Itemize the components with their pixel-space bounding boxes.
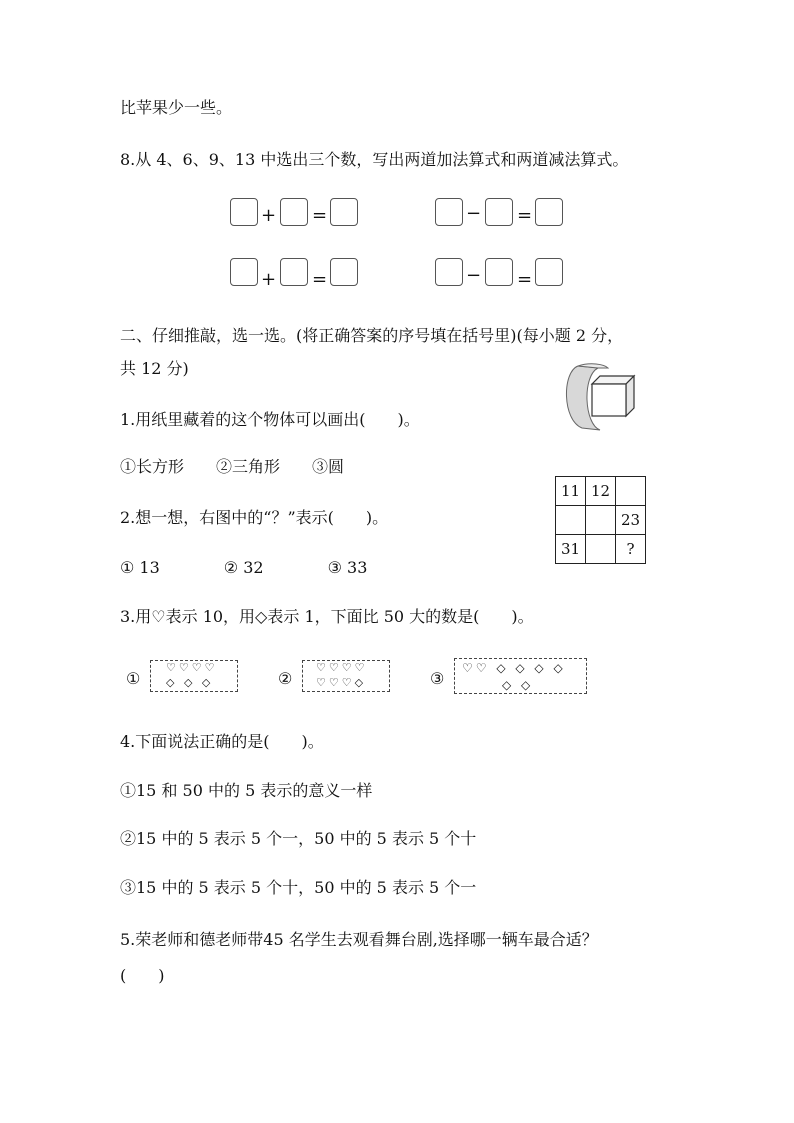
equals-sign: =	[517, 269, 533, 290]
q5-answer-blank[interactable]: ( )	[120, 966, 165, 985]
heart-row: ♡♡♡♡	[316, 661, 368, 674]
q4-option3: ③15 中的 5 表示 5 个十，50 中的 5 表示 5 个一	[120, 878, 477, 897]
q4-text: 4.下面说法正确的是( )。	[120, 732, 324, 751]
minus-sign: −	[466, 203, 482, 224]
q8-text: 8.从 4、6、9、13 中选出三个数，写出两道加法算式和两道减法算式。	[120, 150, 629, 169]
equals-sign: =	[517, 205, 533, 226]
top-line: 比苹果少一些。	[120, 98, 233, 117]
q4-option2: ②15 中的 5 表示 5 个一，50 中的 5 表示 5 个十	[120, 829, 477, 848]
answer-box[interactable]	[330, 198, 358, 226]
plus-sign: +	[261, 205, 277, 226]
answer-box[interactable]	[485, 198, 513, 226]
grid-cell	[556, 506, 586, 535]
paper-wrapped-object-illustration	[560, 362, 640, 434]
q3-option2-label: ②	[278, 669, 293, 688]
equals-sign: =	[312, 205, 328, 226]
minus-sign: −	[466, 265, 482, 286]
q3-option3-label: ③	[430, 669, 445, 688]
diamond-row: ◇ ◇	[502, 678, 534, 692]
answer-box[interactable]	[535, 198, 563, 226]
answer-box[interactable]	[230, 198, 258, 226]
grid-cell-question: ?	[616, 535, 646, 564]
grid-cell	[616, 477, 646, 506]
answer-box[interactable]	[230, 258, 258, 286]
q4-option1: ①15 和 50 中的 5 表示的意义一样	[120, 781, 373, 800]
q1-options: ①长方形 ②三角形 ③圆	[120, 457, 345, 476]
answer-box[interactable]	[435, 258, 463, 286]
q3-text: 3.用♡表示 10，用◇表示 1，下面比 50 大的数是( )。	[120, 607, 534, 626]
answer-box[interactable]	[280, 198, 308, 226]
number-grid	[555, 476, 646, 564]
plus-sign: +	[261, 269, 277, 290]
diamond-row: ◇ ◇ ◇	[166, 676, 214, 689]
answer-box[interactable]	[535, 258, 563, 286]
q5-text: 5.荣老师和德老师带45 名学生去观看舞台剧,选择哪一辆车最合适？	[120, 930, 598, 949]
section2-heading-line2: 共 12 分)	[120, 359, 189, 378]
section2-heading-line1: 二、仔细推敲，选一选。(将正确答案的序号填在括号里)(每小题 2 分，	[120, 326, 624, 345]
grid-cell	[586, 535, 616, 564]
equals-sign: =	[312, 269, 328, 290]
q2-options: ① 13 ② 32 ③ 33	[120, 558, 368, 577]
q3-option1-label: ①	[126, 669, 141, 688]
mixed-row: ♡♡♡◇	[316, 676, 367, 689]
grid-cell: 12	[586, 477, 616, 506]
q2-text: 2.想一想，右图中的“？”表示( )。	[120, 508, 389, 527]
answer-box[interactable]	[435, 198, 463, 226]
answer-box[interactable]	[485, 258, 513, 286]
answer-box[interactable]	[280, 258, 308, 286]
grid-cell: 23	[616, 506, 646, 535]
answer-box[interactable]	[330, 258, 358, 286]
mixed-row: ♡♡ ◇ ◇ ◇ ◇	[462, 661, 566, 675]
grid-cell: 11	[556, 477, 586, 506]
q1-text: 1.用纸里藏着的这个物体可以画出( )。	[120, 410, 420, 429]
grid-cell	[586, 506, 616, 535]
grid-cell: 31	[556, 535, 586, 564]
heart-row: ♡♡♡♡	[166, 661, 218, 674]
